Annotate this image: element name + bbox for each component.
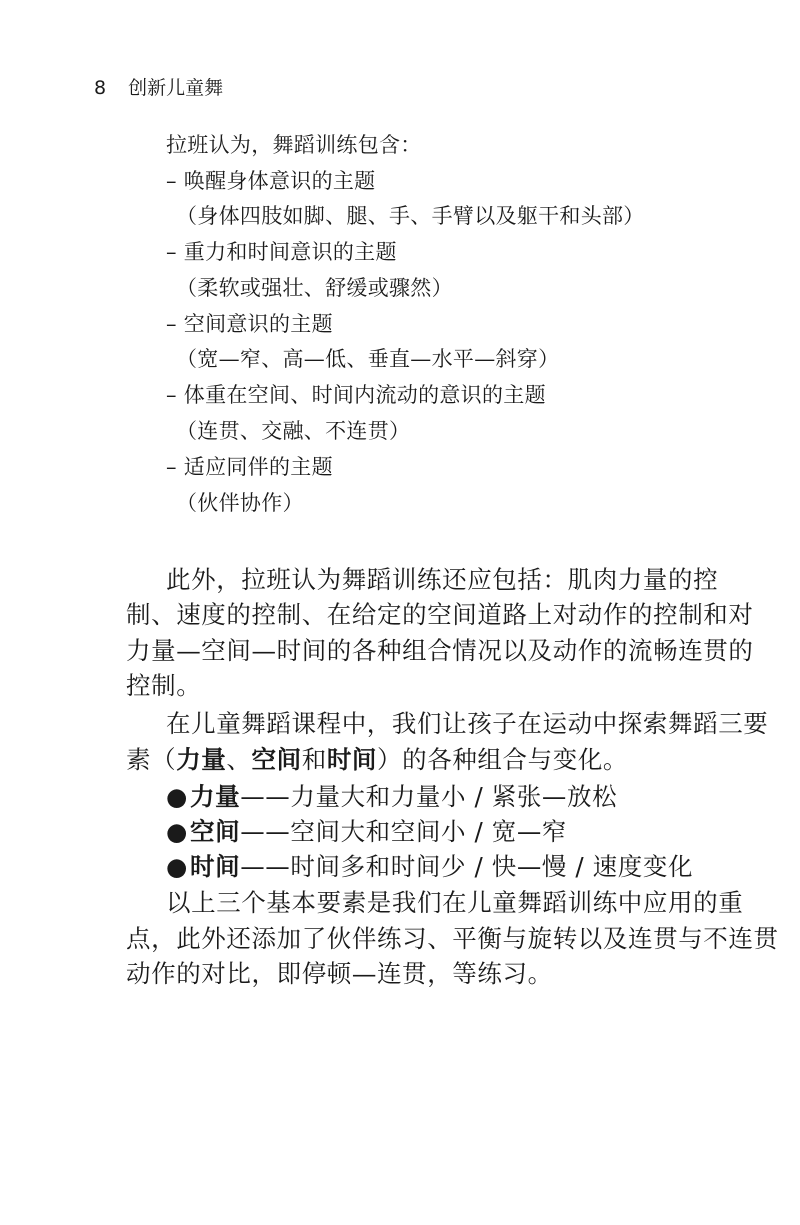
text-run: 、 xyxy=(226,745,252,774)
emphasis-time: 时间 xyxy=(326,745,378,774)
text-run: 素（ xyxy=(126,745,177,774)
page-number: 8 xyxy=(94,77,107,99)
element-desc: ——空间大和空间小 / 宽—窄 xyxy=(240,817,568,846)
list-item-title: – 唤醒身体意识的主题 xyxy=(166,169,376,193)
list-item-title: – 重力和时间意识的主题 xyxy=(166,240,397,264)
element-name: 力量 xyxy=(189,782,241,811)
paragraph-line: 控制。 xyxy=(126,671,202,700)
running-head xyxy=(94,74,223,102)
element-bullet-item xyxy=(166,815,567,849)
bullet-icon: ● xyxy=(166,817,188,846)
paragraph-line: 在儿童舞蹈课程中，我们让孩子在运动中探索舞蹈三要 xyxy=(166,709,769,738)
list-item-detail: （身体四肢如脚、腿、手、手臂以及躯干和头部） xyxy=(176,204,645,228)
list-item-detail: （宽—窄、高—低、垂直—水平—斜穿） xyxy=(176,347,560,371)
list-item-title: – 体重在空间、时间内流动的意识的主题 xyxy=(166,383,546,407)
text-run: 和 xyxy=(301,745,327,774)
paragraph-line: 此外，拉班认为舞蹈训练还应包括：肌肉力量的控 xyxy=(166,565,719,594)
paragraph-line-with-emphasis xyxy=(126,743,628,777)
element-name: 时间 xyxy=(189,852,241,881)
list-item-title: – 空间意识的主题 xyxy=(166,312,333,336)
paragraph-line: 以上三个基本要素是我们在儿童舞蹈训练中应用的重 xyxy=(166,888,744,917)
element-desc: ——时间多和时间少 / 快—慢 / 速度变化 xyxy=(240,852,694,881)
element-name: 空间 xyxy=(189,817,241,846)
paragraph-line: 动作的对比，即停顿—连贯，等练习。 xyxy=(126,959,553,988)
emphasis-power: 力量 xyxy=(176,745,227,774)
list-item-detail: （柔软或强壮、舒缓或骤然） xyxy=(176,276,453,300)
list-intro: 拉班认为，舞蹈训练包含： xyxy=(166,133,422,157)
element-desc: ——力量大和力量小 / 紧张—放松 xyxy=(240,782,618,811)
paragraph-line: 点，此外还添加了伙伴练习、平衡与旋转以及连贯与不连贯 xyxy=(126,924,779,953)
bullet-icon: ● xyxy=(166,782,188,811)
element-bullet-item xyxy=(166,850,693,884)
list-item-detail: （伙伴协作） xyxy=(176,491,304,515)
paragraph-line: 制、速度的控制、在给定的空间道路上对动作的控制和对 xyxy=(126,600,754,629)
list-item-title: – 适应同伴的主题 xyxy=(166,455,333,479)
text-run: ）的各种组合与变化。 xyxy=(377,745,629,774)
paragraph-line: 力量—空间—时间的各种组合情况以及动作的流畅连贯的 xyxy=(126,636,754,665)
element-bullet-item xyxy=(166,780,617,814)
list-item-detail: （连贯、交融、不连贯） xyxy=(176,419,411,443)
bullet-icon: ● xyxy=(166,852,188,881)
emphasis-space: 空间 xyxy=(251,745,302,774)
book-title: 创新儿童舞 xyxy=(128,77,224,99)
